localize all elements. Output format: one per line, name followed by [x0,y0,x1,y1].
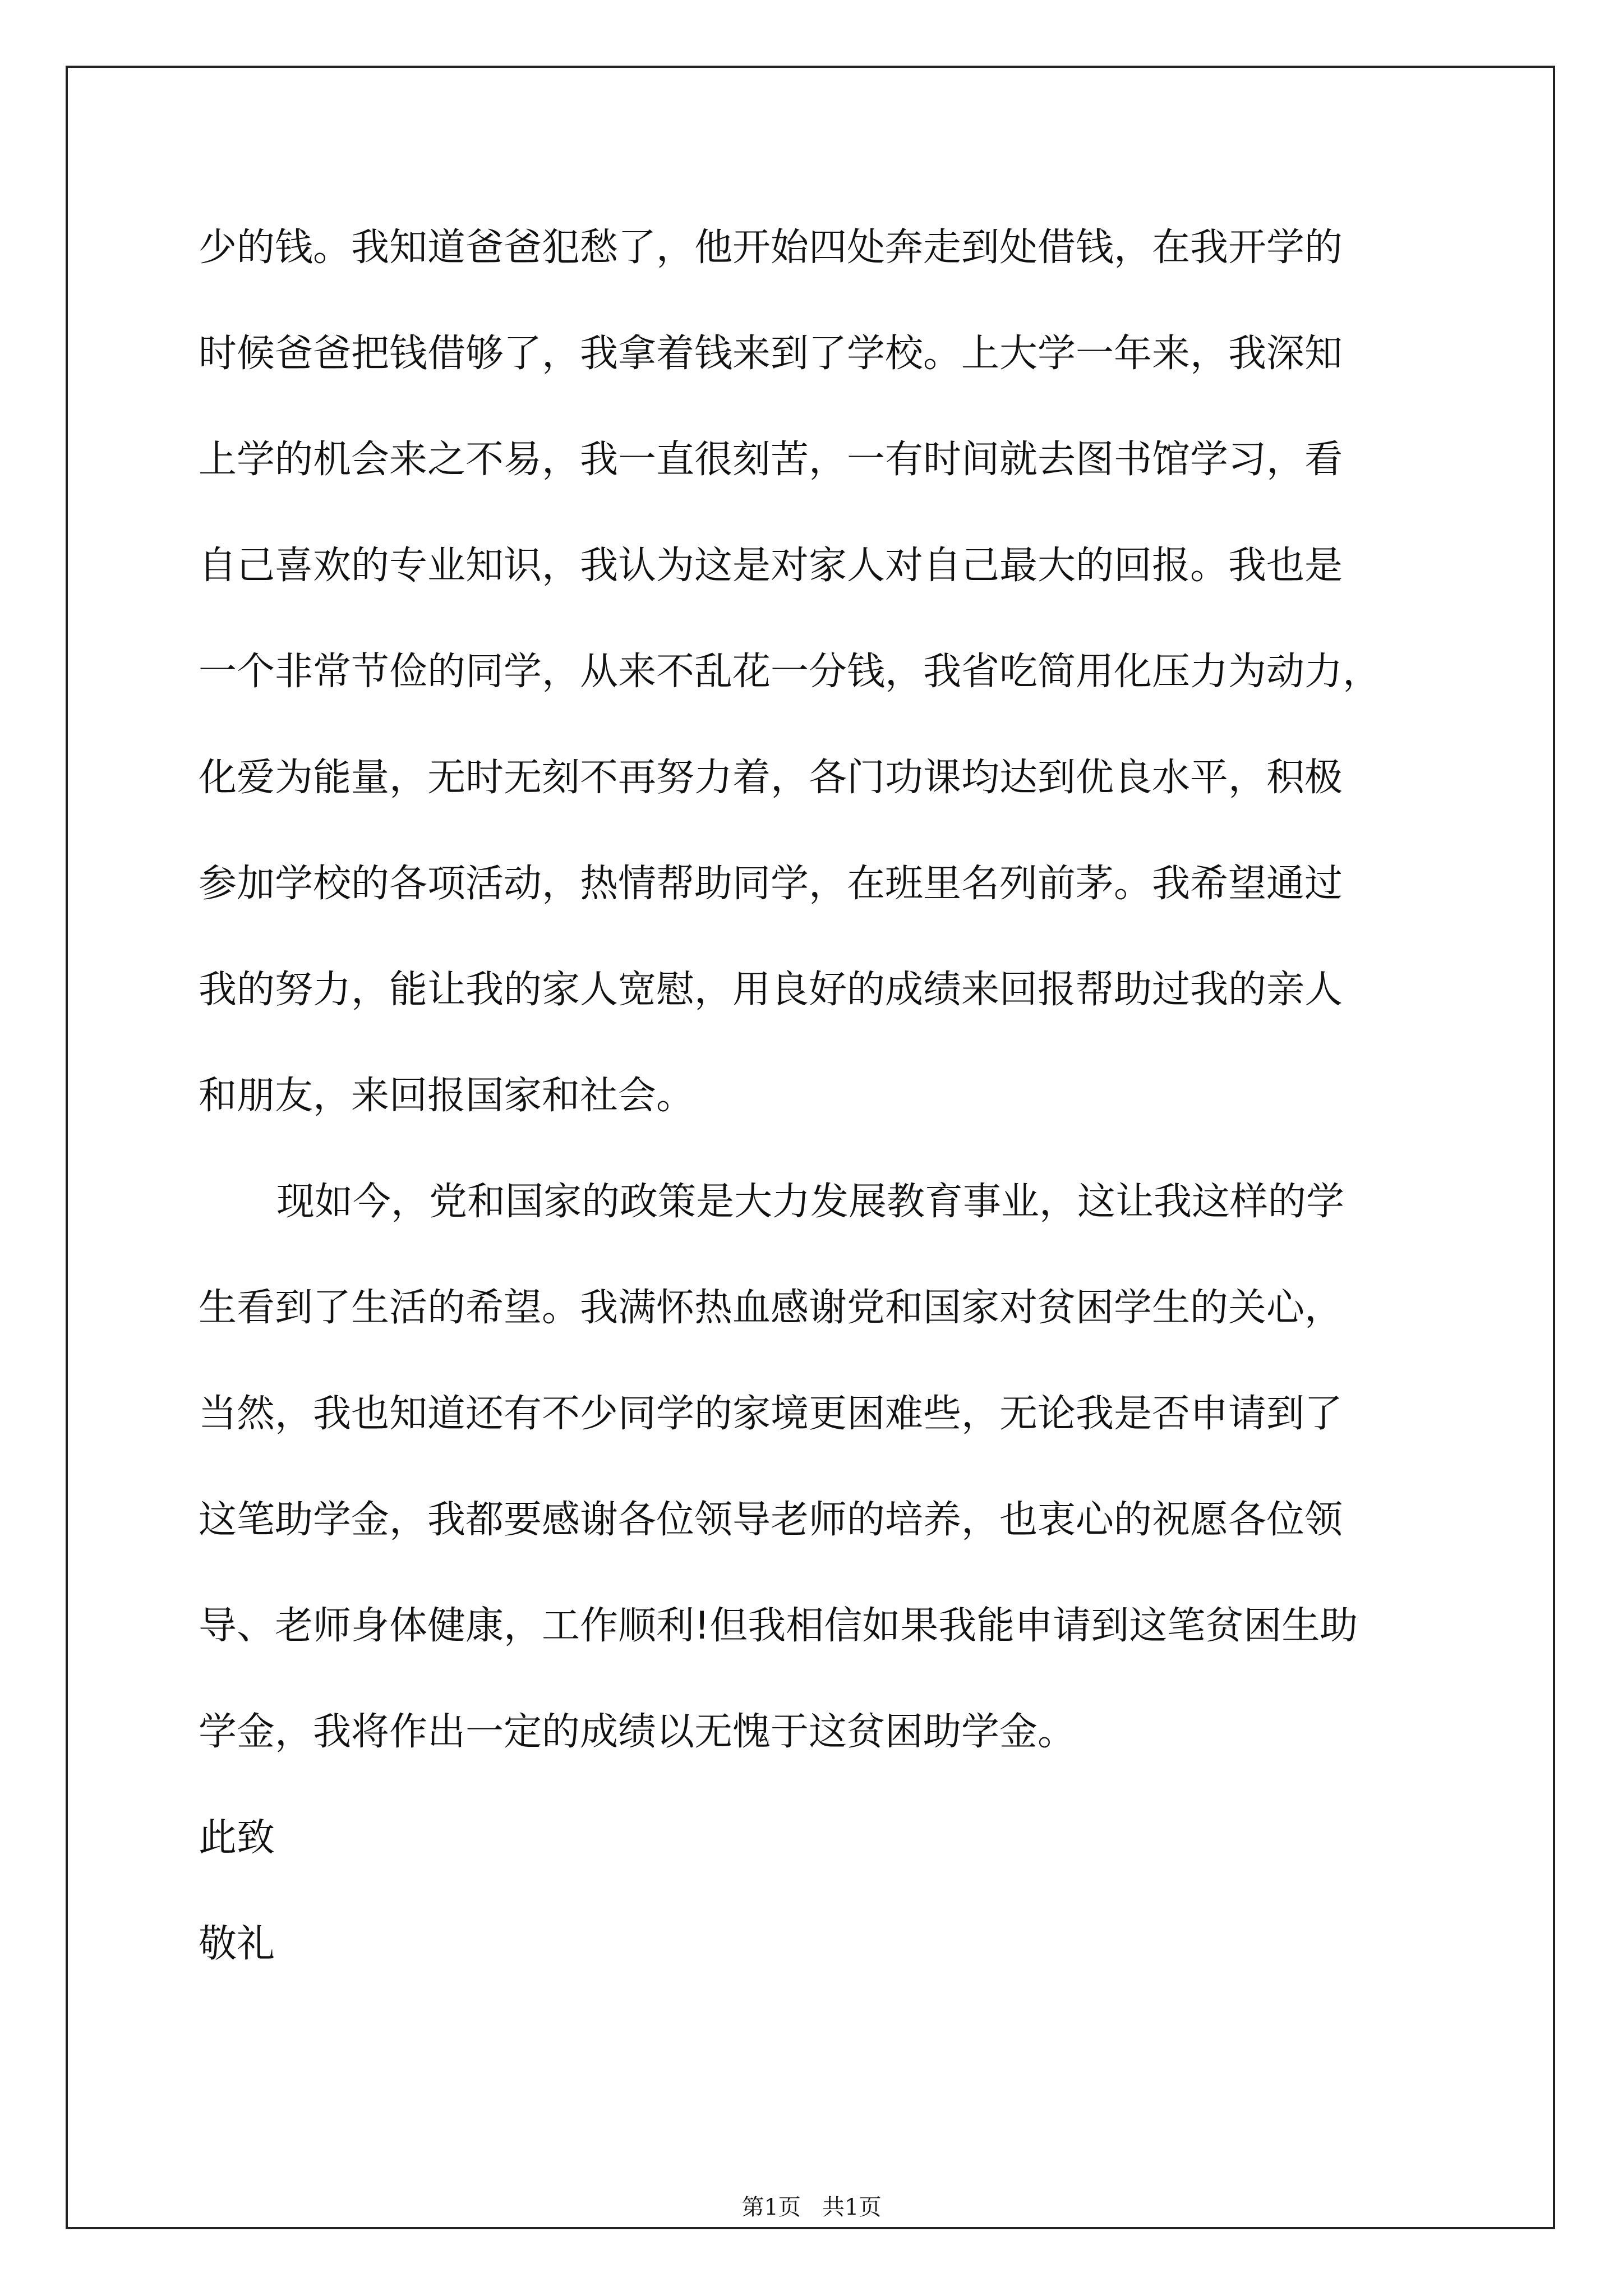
text-line: 现如今，党和国家的政策是大力发展教育事业，这让我这样的学 [276,1180,1345,1224]
text-line: 这笔助学金，我都要感谢各位领导老师的培养，也衷心的祝愿各位领 [199,1498,1343,1542]
text-line: 少的钱。我知道爸爸犯愁了，他开始四处奔走到处借钱，在我开学的 [199,226,1343,270]
text-line: 我的努力，能让我的家人宽慰，用良好的成绩来回报帮助过我的亲人 [199,968,1343,1012]
text-line: 导、老师身体健康，工作顺利!但我相信如果我能申请到这笔贫困生助 [199,1604,1358,1648]
closing-text: 此致 [199,1816,275,1860]
letter-body [199,214,1432,2017]
text-line: 化爱为能量，无时无刻不再努力着，各门功课均达到优良水平，积极 [199,756,1343,800]
text-line: 和朋友，来回报国家和社会。 [199,1074,695,1118]
text-line: 学金，我将作出一定的成绩以无愧于这贫困助学金。 [199,1710,1076,1754]
text-line: 生看到了生活的希望。我满怀热血感谢党和国家对贫困学生的关心， [199,1286,1343,1330]
text-line: 上学的机会来之不易，我一直很刻苦，一有时间就去图书馆学习，看 [199,438,1343,482]
text-line: 当然，我也知道还有不少同学的家境更困难些，无论我是否申请到了 [199,1392,1343,1436]
text-line: 时候爸爸把钱借够了，我拿着钱来到了学校。上大学一年来，我深知 [199,332,1343,376]
salutation-text: 敬礼 [199,1922,275,1966]
text-line: 参加学校的各项活动，热情帮助同学，在班里名列前茅。我希望通过 [199,862,1343,906]
text-line: 自己喜欢的专业知识，我认为这是对家人对自己最大的回报。我也是 [199,544,1343,588]
text-line: 一个非常节俭的同学，从来不乱花一分钱，我省吃简用化压力为动力， [199,650,1381,694]
page-number-footer: 第1页 共1页 [741,2194,882,2220]
